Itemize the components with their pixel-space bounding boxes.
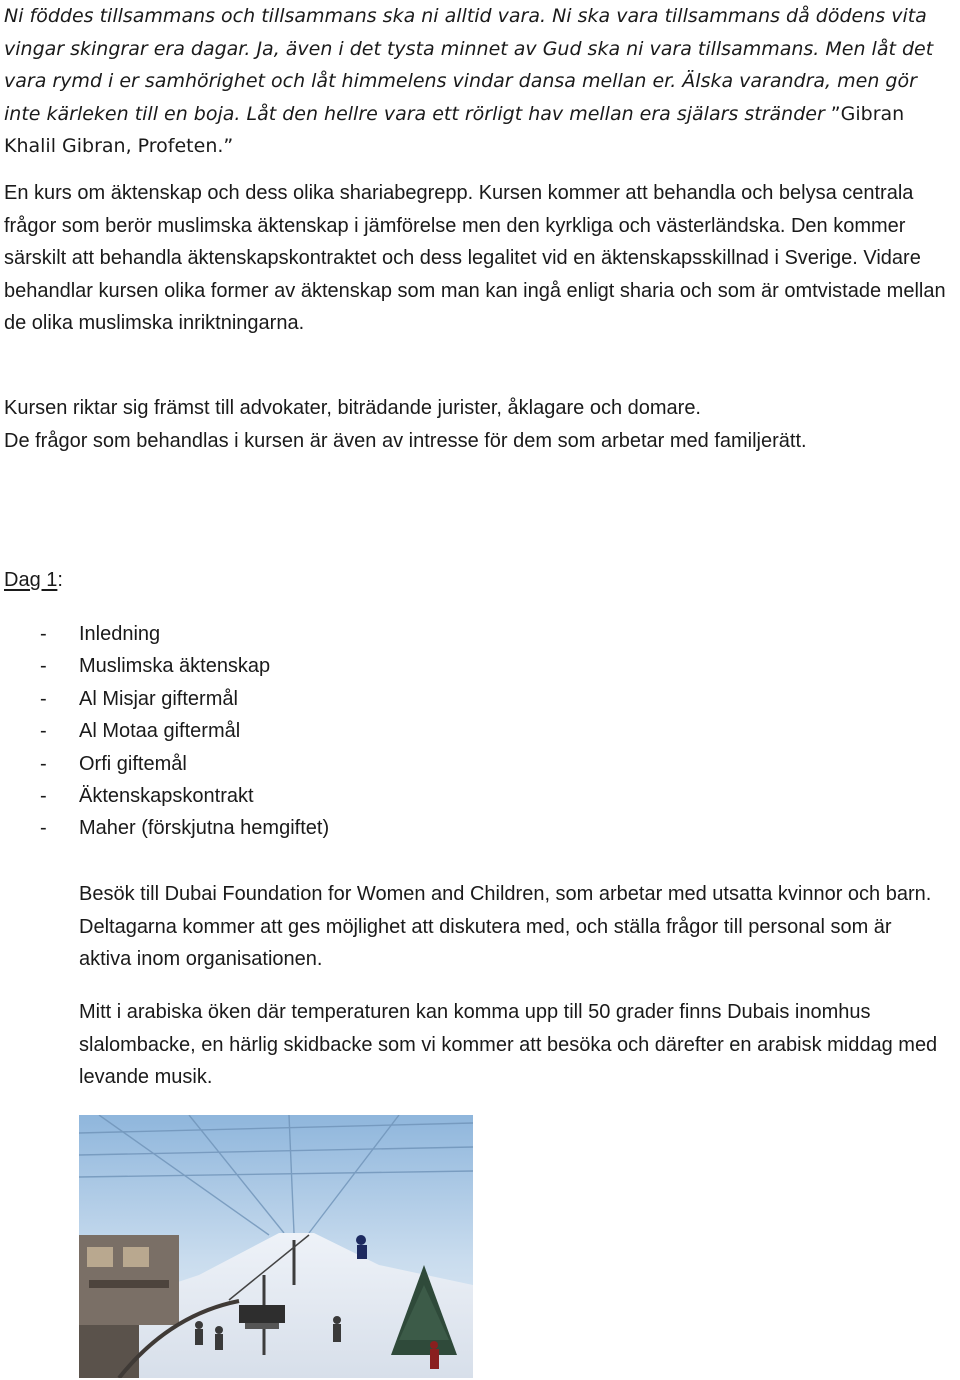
course-intro-paragraph: En kurs om äktenskap och dess olika shariabegrepp. Kursen kommer att behandla och belysa centrala frågor som berör muslimska äktenskap i jämförelse men den kyrkliga och västerländska. Den kommer särskilt att behandla äktenskapskontraktet och dess legalitet vid en äktenskapsskillnad i Sverige. Vidare behandlar kursen olika former av äktenskap som man kan ingå enligt sharia och som är omtvistade mellan de olika muslimska inriktningarna. <box>4 182 946 335</box>
audience-line-2: De frågor som behandlas i kursen är även av intresse för dem som arbetar med familjerätt. <box>4 429 807 452</box>
bullet-dash: - <box>40 752 47 775</box>
gibran-quote <box>4 0 958 163</box>
skier <box>356 1235 366 1245</box>
bullet-dash: - <box>40 687 47 710</box>
chairlift <box>239 1305 285 1323</box>
day-1-colon: : <box>57 569 63 591</box>
quote-text: Ni föddes tillsammans och tillsammans ska ni alltid vara. Ni ska vara tillsammans då dödens vita vingar skingrar era dagar. Ja, även i det tysta minnet av Gud ska ni vara tillsammans. Men låt det vara rymd i er samhörighet och låt himmelens vindar dansa mellan er. Älska varandra, men gör inte kärleken till en boja. Låt den hellre vara ett rörligt hav mellan era själars stränder <box>4 5 934 125</box>
quote-attribution: ”Gibran Khalil Gibran, Profeten.” <box>4 102 905 158</box>
bullet-dash: - <box>40 817 47 840</box>
bullet-dash: - <box>40 720 47 743</box>
foundation-visit-paragraph: Besök till Dubai Foundation for Women and Children, som arbetar med utsatta kvinnor och barn. Deltagarna kommer att ges möjlighet att diskutera med, och ställa frågor till personal som är aktiva inom organisationen. <box>79 883 932 971</box>
ski-slope-illustration <box>79 1115 473 1378</box>
list-item-text: Muslimska äktenskap <box>79 655 271 678</box>
audience-line-1: Kursen riktar sig främst till advokater, biträdande jurister, åklagare och domare. <box>4 397 701 419</box>
list-item-text: Inledning <box>79 623 161 645</box>
list-item-text: Maher (förskjutna hemgiftet) <box>79 817 330 840</box>
bullet-dash: - <box>40 623 47 645</box>
day-1-title: Dag 1 <box>4 569 58 591</box>
list-item-text: Äktenskapskontrakt <box>79 784 254 807</box>
ski-dubai-paragraph: Mitt i arabiska öken där temperaturen kan komma upp till 50 grader finns Dubais inomhus slalombacke, en härlig skidbacke som vi kommer att besöka och därefter en arabisk middag med levande musik. <box>79 1001 938 1089</box>
bullet-dash: - <box>40 655 47 678</box>
list-item-text: Al Misjar giftermål <box>79 687 238 710</box>
day-1-heading <box>4 564 63 597</box>
bullet-dash: - <box>40 784 47 807</box>
list-item-text: Al Motaa giftermål <box>79 720 241 743</box>
list-item-text: Orfi giftemål <box>79 752 187 775</box>
audience-paragraph <box>4 392 958 457</box>
indoor-ski-slope-photo <box>79 1115 473 1378</box>
